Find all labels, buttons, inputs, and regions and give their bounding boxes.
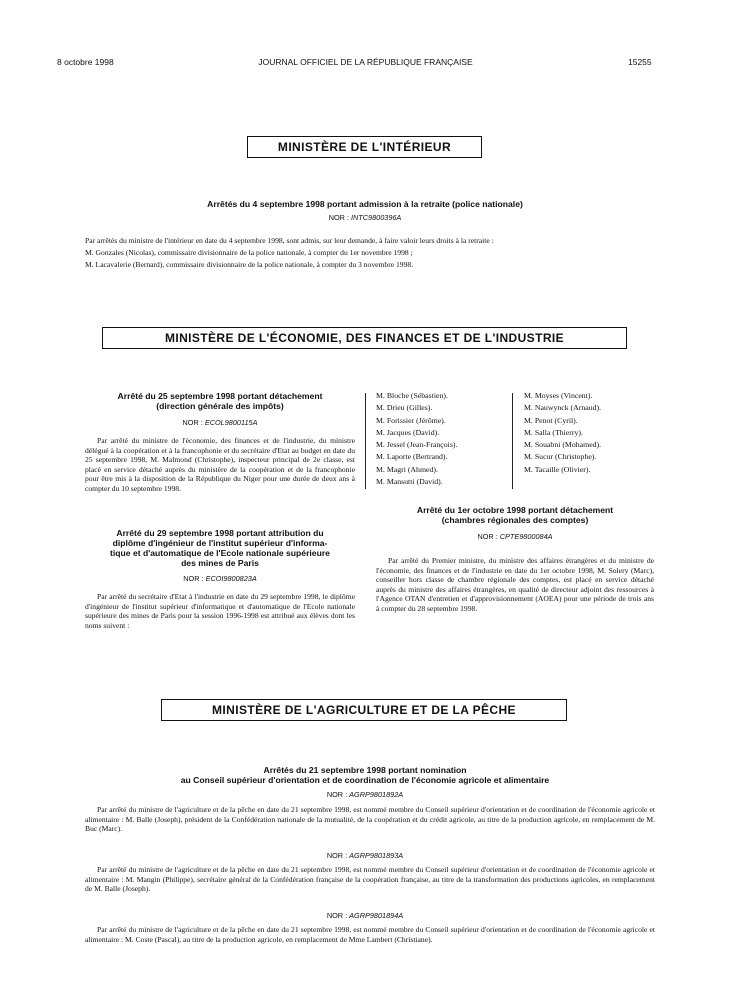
agriculture-item-3-nor xyxy=(60,911,670,920)
title-line: au Conseil supérieur d'orientation et de coordination de l'économie agricole et alimentaire xyxy=(180,775,550,785)
nor-label: NOR : xyxy=(328,213,349,222)
list-item: M. Jacques (David). xyxy=(376,427,440,437)
nor-code: CPTE9800084A xyxy=(499,532,553,541)
nor-code: INTC9800396A xyxy=(351,213,402,222)
graduate-names-col-1 xyxy=(376,390,457,488)
ministry-interieur-box: MINISTÈRE DE L'INTÉRIEUR xyxy=(247,136,482,158)
title-line: diplôme d'ingénieur de l'institut supérieur d'informa- xyxy=(112,538,328,548)
title-line: (chambres régionales des comptes) xyxy=(441,515,589,525)
interieur-text-line-3: M. Lacavalerie (Bernard), commissaire divisionnaire de la police nationale, à compter du 3 novembre 1998. xyxy=(85,260,414,269)
list-item: M. Penot (Cyril). xyxy=(524,415,578,425)
agriculture-item-1-text: Par arrêté du ministre de l'agriculture et de la pêche en date du 21 septembre 1998, est nommé membre du Conseil supérieur d'orientation et de coordination de l'économie agricole et alimentaire : M. Balle (Joseph), président de la Confédération nationale de la mutualité, de la coopération et du crédit agricole, au titre de la production agricole, en remplacement de M. Buc (Marc). xyxy=(85,805,655,834)
list-item: M. Forissier (Jérôme). xyxy=(376,415,446,425)
interieur-nor xyxy=(90,213,640,222)
agriculture-item-1-nor xyxy=(60,790,670,799)
column-rule xyxy=(512,393,513,489)
list-item: M. Bloche (Sébastien). xyxy=(376,391,448,400)
list-item: M. Mansutti (David). xyxy=(376,477,443,487)
title-line: Arrêtés du 21 septembre 1998 portant nomination xyxy=(263,765,467,775)
nor-code: AGRP9801894A xyxy=(349,911,404,920)
economie-decree-1-title xyxy=(85,391,355,411)
economie-decree-3-nor xyxy=(376,532,654,541)
nor-code: AGRP9801892A xyxy=(349,790,404,799)
agriculture-decree-title xyxy=(60,765,670,785)
economie-decree-1-text: Par arrêté du ministre de l'économie, des finances et de l'industrie, du ministre délégué à la coopération et à la francophonie et du secrétaire d'Etat au budget en date du 25 septembre 1998, M. Malmond (Christophe), inspecteur principal de 2e classe, est placé en service détaché auprès du ministère de la coopération et de la francophonie pour être mis à la disposition de la République du Niger pour une durée de deux ans à compter du 10 septembre 1998. xyxy=(85,436,355,493)
interieur-text-line-2: M. Gonzales (Nicolas), commissaire divisionnaire de la police nationale, à compter du 1er novembre 1998 ; xyxy=(85,248,413,257)
list-item: M. Tacaille (Olivier). xyxy=(524,464,591,474)
title-line: des mines de Paris xyxy=(181,558,259,568)
nor-label: NOR : xyxy=(183,574,204,583)
economie-decree-1-nor xyxy=(85,418,355,427)
economie-decree-2-text: Par arrêté du secrétaire d'Etat à l'industrie en date du 29 septembre 1998, le diplôme d'ingénieur de l'institut supérieur d'informatique et d'automatique de l'Ecole nationale supérieure des mines de Paris pour la session 1996-1998 est attribué aux élèves dont les noms suivent : xyxy=(85,592,355,630)
list-item: M. Salla (Thierry). xyxy=(524,427,583,437)
list-item: M. Magri (Ahmed). xyxy=(376,464,438,474)
list-item: M. Jessel (Jean-François). xyxy=(376,440,458,450)
nor-label: NOR : xyxy=(326,911,348,920)
economie-decree-2-nor xyxy=(85,574,355,583)
interieur-decree-title: Arrêtés du 4 septembre 1998 portant admission à la retraite (police nationale) xyxy=(207,199,523,209)
title-line: Arrêté du 25 septembre 1998 portant détachement xyxy=(117,391,323,401)
nor-code: AGRP9801893A xyxy=(349,851,404,860)
list-item: M. Nauwynck (Arnaud). xyxy=(524,403,602,413)
title-line: tique et d'automatique de l'Ecole nationale supérieure xyxy=(110,548,330,558)
agriculture-item-2-text: Par arrêté du ministre de l'agriculture et de la pêche en date du 21 septembre 1998, est nommé membre du Conseil supérieur d'orientation et de coordination de l'économie agricole et alimentaire : M. Mangin (Philippe), secrétaire général de la Confédération française de la coopération française, au titre de la transformation des productions agricoles, en remplacement de M. Balle (Joseph). xyxy=(85,865,655,894)
title-line: Arrêté du 1er octobre 1998 portant détachement xyxy=(416,505,614,515)
nor-code: ECOI9800823A xyxy=(205,574,257,583)
nor-label: NOR : xyxy=(326,851,348,860)
list-item: M. Moyses (Vincent). xyxy=(524,391,593,400)
journal-title: JOURNAL OFFICIEL DE LA RÉPUBLIQUE FRANÇAISE xyxy=(258,57,473,67)
column-rule xyxy=(365,393,366,489)
list-item: M. Souabni (Mohamed). xyxy=(524,440,602,450)
economie-decree-2-title xyxy=(85,528,355,568)
economie-decree-3-text: Par arrêté du Premier ministre, du ministre des affaires étrangères et du ministre de l'économie, des finances et de l'industrie en date du 1er octobre 1998, M. Solery (Marc), conseiller hors classe de chambre régionale des comptes, est placé en service détaché auprès du ministre des affaires étrangères, en qualité de directeur adjoint des ressources à l'Agence OTAN d'entretien et d'approvisionnement (AOEA) pour une période de trois ans à compter du 28 septembre 1998. xyxy=(376,556,654,613)
list-item: M. Laporte (Bertrand). xyxy=(376,452,448,462)
nor-label: NOR : xyxy=(477,532,498,541)
nor-label: NOR : xyxy=(326,790,348,799)
agriculture-item-3-text: Par arrêté du ministre de l'agriculture et de la pêche en date du 21 septembre 1998, est nommé membre du Conseil supérieur d'orientation et de coordination de l'économie agricole et alimentaire : M. Coste (Pascal), au titre de la production agricole, en remplacement de Mme Lambert (Christiane). xyxy=(85,925,655,944)
list-item: M. Sucur (Christophe). xyxy=(524,452,597,462)
agriculture-item-2-nor xyxy=(60,851,670,860)
page-number: 15255 xyxy=(628,57,652,67)
nor-code: ECOL9800115A xyxy=(204,418,258,427)
economie-decree-3-title xyxy=(376,505,654,525)
ministry-economie-box: MINISTÈRE DE L'ÉCONOMIE, DES FINANCES ET DE L'INDUSTRIE xyxy=(102,327,627,349)
title-line: (direction générale des impôts) xyxy=(156,401,284,411)
interieur-text-line-1: Par arrêtés du ministre de l'intérieur en date du 4 septembre 1998, sont admis, sur leur demande, à faire valoir leurs droits à la retraite : xyxy=(85,236,494,245)
list-item: M. Drieu (Gilles). xyxy=(376,403,433,413)
ministry-agriculture-box: MINISTÈRE DE L'AGRICULTURE ET DE LA PÊCHE xyxy=(161,699,567,721)
graduate-names-col-2 xyxy=(524,390,601,476)
title-line: Arrêté du 29 septembre 1998 portant attribution du xyxy=(116,528,324,538)
header-date: 8 octobre 1998 xyxy=(57,57,114,67)
nor-label: NOR : xyxy=(182,418,203,427)
